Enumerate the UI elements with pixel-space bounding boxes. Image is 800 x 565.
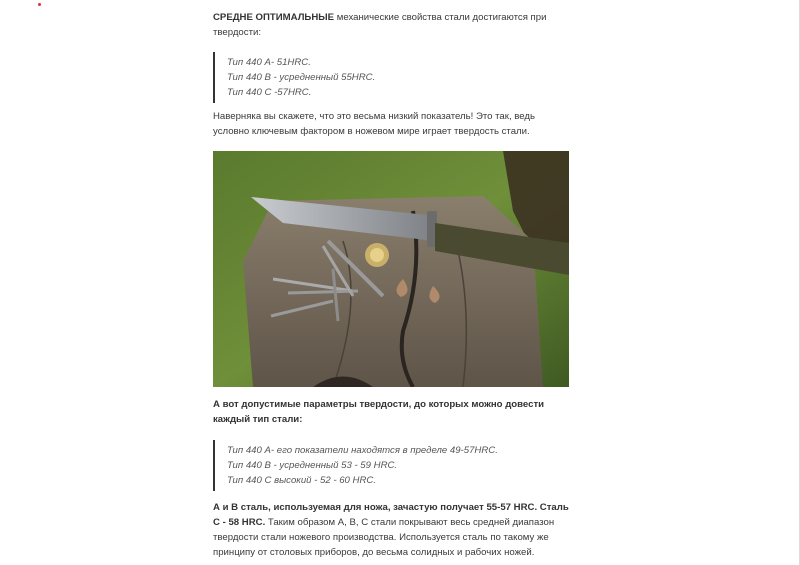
quote1-line: Тип 440 С -57HRC. [227,87,312,98]
quote-hardness-allowed [213,440,569,491]
knife-on-stump-photo [213,151,569,387]
quote2-line: Тип 440 А- его показатели находятся в пределе 49-57HRC. [227,445,498,456]
final-paragraph [213,500,569,560]
quote1-line: Тип 440 В - усредненный 55HRC. [227,72,376,83]
paragraph-hardness-note: Наверняка вы скажете, что это весьма низкий показатель! Это так, ведь условно ключевым фактором в ножевом мире играет твердость стали. [213,111,535,137]
quote-hardness-optimal [213,52,569,103]
marker-dot [38,3,41,6]
final-text: Таким образом А, В, С стали покрывают весь средней диапазон твердости стали ножевого производства. Используется сталь по такому же принципу от столовых приборов, до весьма солидных и рабочих ножей. [213,517,555,558]
section2-bold: А вот допустимые параметры твердости, до которых можно довести каждый тип стали: [213,399,545,425]
section2-heading [213,397,569,427]
quote2-line: Тип 440 В - усредненный 53 - 59 HRC. [227,460,398,471]
final-bold: А и В сталь, используемая для ножа, зачастую получает 55-57 HRC. Сталь С - 58 HRC. [213,502,569,528]
quote1-line: Тип 440 А- 51HRC. [227,57,311,68]
section1-text: механические свойства стали достигаются при твердости: [213,12,547,38]
quote2-line: Тип 440 С высокий - 52 - 60 HRC. [227,475,376,486]
section1-heading [213,10,569,40]
section1-bold: СРЕДНЕ ОПТИМАЛЬНЫЕ [213,12,335,23]
article-content [213,10,569,560]
